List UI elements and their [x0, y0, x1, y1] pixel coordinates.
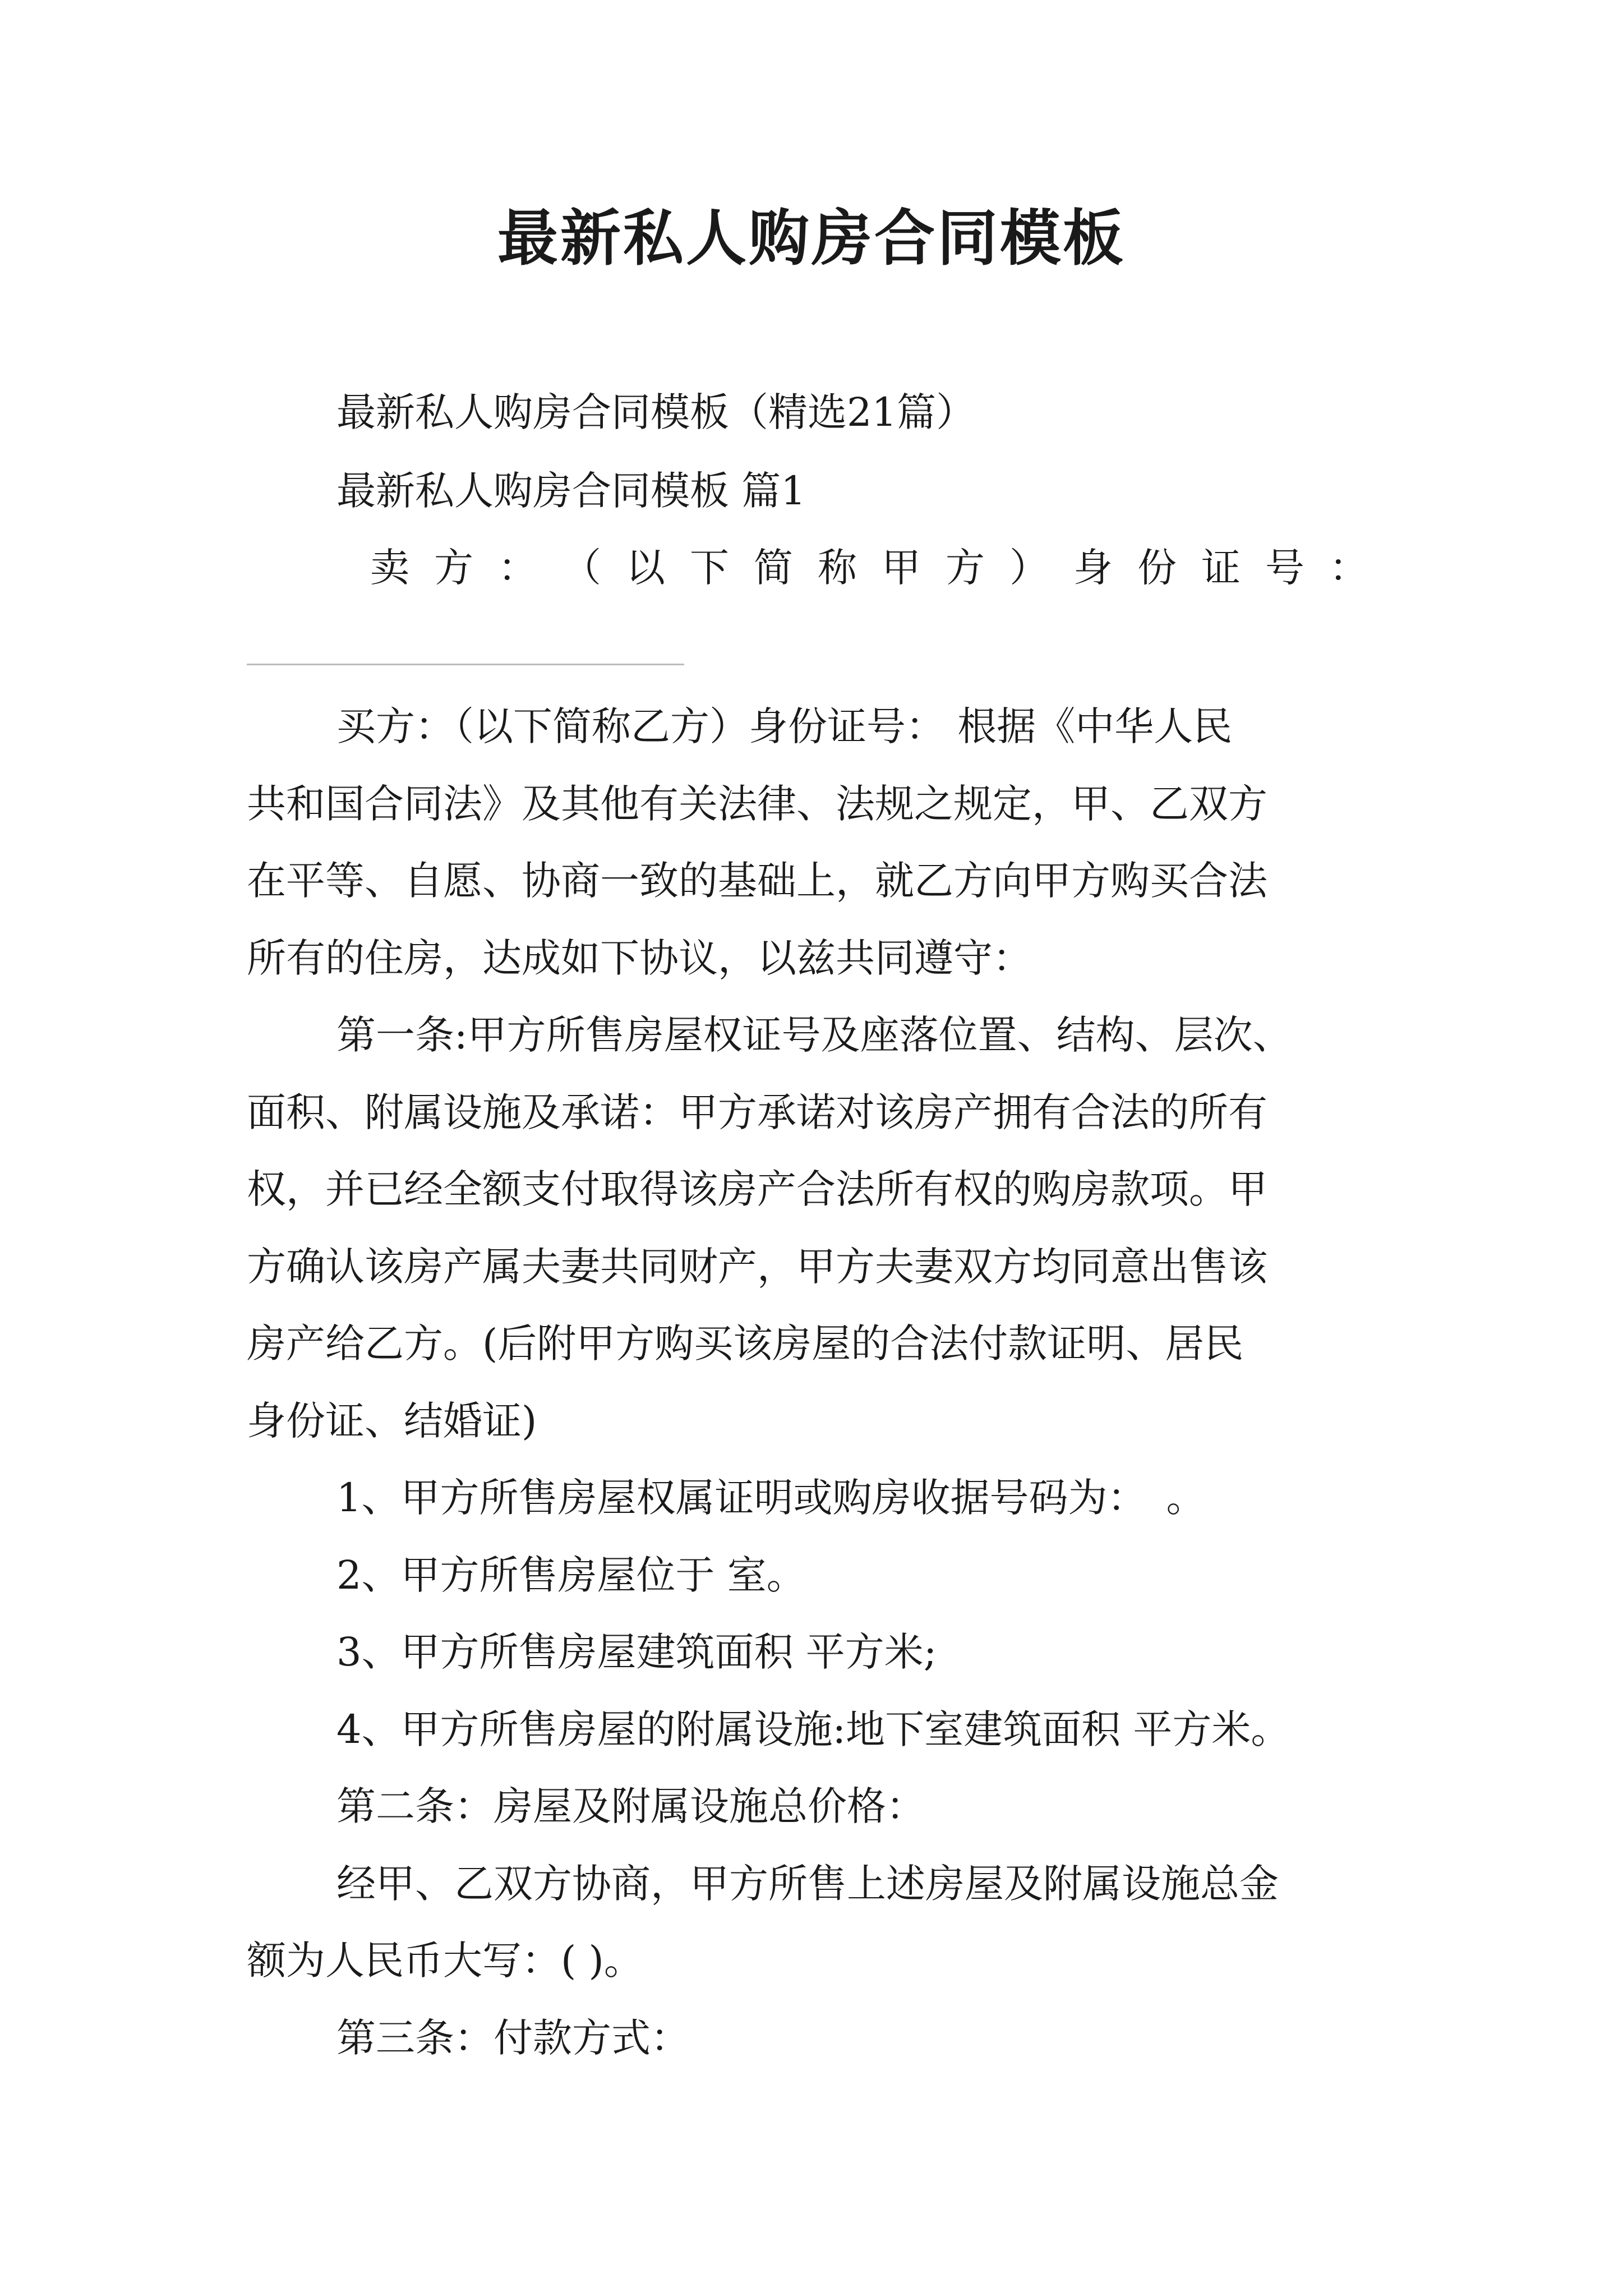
body-line: 经甲、乙双方协商，甲方所售上述房屋及附属设施总金	[336, 1861, 1279, 1907]
body-line: 第三条：付款方式：	[336, 2015, 690, 2061]
seller-char: 号	[1265, 545, 1304, 591]
body-line: 2、甲方所售房屋位于 室。	[336, 1552, 806, 1598]
seller-char: 下	[690, 545, 729, 591]
seller-line	[370, 540, 1368, 596]
seller-char: （	[562, 545, 601, 591]
section-heading: 最新私人购房合同模板 篇1	[336, 468, 806, 514]
seller-char: 甲	[882, 545, 921, 591]
document-title: 最新私人购房合同模板	[497, 203, 1126, 274]
body-line: 权，并已经全额支付取得该房产合法所有权的购房款项。甲	[247, 1166, 1267, 1212]
seller-char: 称	[818, 545, 857, 591]
body-line: 第一条:甲方所售房屋权证号及座落位置、结构、层次、	[336, 1012, 1292, 1058]
body-line: 共和国合同法》及其他有关法律、法规之规定，甲、乙双方	[247, 781, 1267, 827]
document-subtitle: 最新私人购房合同模板（精选21篇）	[336, 389, 976, 435]
body-line: 4、甲方所售房屋的附属设施:地下室建筑面积 平方米。	[336, 1706, 1290, 1752]
seller-char: 方	[434, 545, 473, 591]
body-line: 第二条：房屋及附属设施总价格：	[336, 1783, 925, 1829]
seller-char: 份	[1137, 545, 1177, 591]
blank-underline	[247, 664, 684, 665]
body-line: 房产给乙方。(后附甲方购买该房屋的合法付款证明、居民	[247, 1320, 1244, 1366]
seller-char: 方	[946, 545, 985, 591]
body-line: 身份证、结婚证)	[247, 1398, 537, 1444]
seller-char: ：	[498, 545, 537, 591]
body-line: 1、甲方所售房屋权属证明或购房收据号码为： 。	[336, 1475, 1206, 1521]
seller-char: ）	[1009, 545, 1049, 591]
seller-char: 证	[1201, 545, 1241, 591]
body-line: 额为人民币大写：( )。	[247, 1938, 643, 1984]
body-line: 3、甲方所售房屋建筑面积 平方米;	[336, 1629, 937, 1675]
body-line: 方确认该房产属夫妻共同财产，甲方夫妻双方均同意出售该	[247, 1244, 1267, 1290]
body-line: 所有的住房，达成如下协议，以兹共同遵守：	[247, 935, 1032, 981]
seller-char: 卖	[370, 545, 409, 591]
seller-char: 身	[1073, 545, 1113, 591]
body-line: 面积、附属设施及承诺：甲方承诺对该房产拥有合法的所有	[247, 1089, 1267, 1135]
body-line: 在平等、自愿、协商一致的基础上，就乙方向甲方购买合法	[247, 858, 1267, 904]
seller-char: ：	[1329, 545, 1368, 591]
seller-char: 简	[754, 545, 793, 591]
body-line: 买方：（以下简称乙方）身份证号： 根据《中华人民	[336, 703, 1233, 749]
seller-char: 以	[626, 545, 665, 591]
